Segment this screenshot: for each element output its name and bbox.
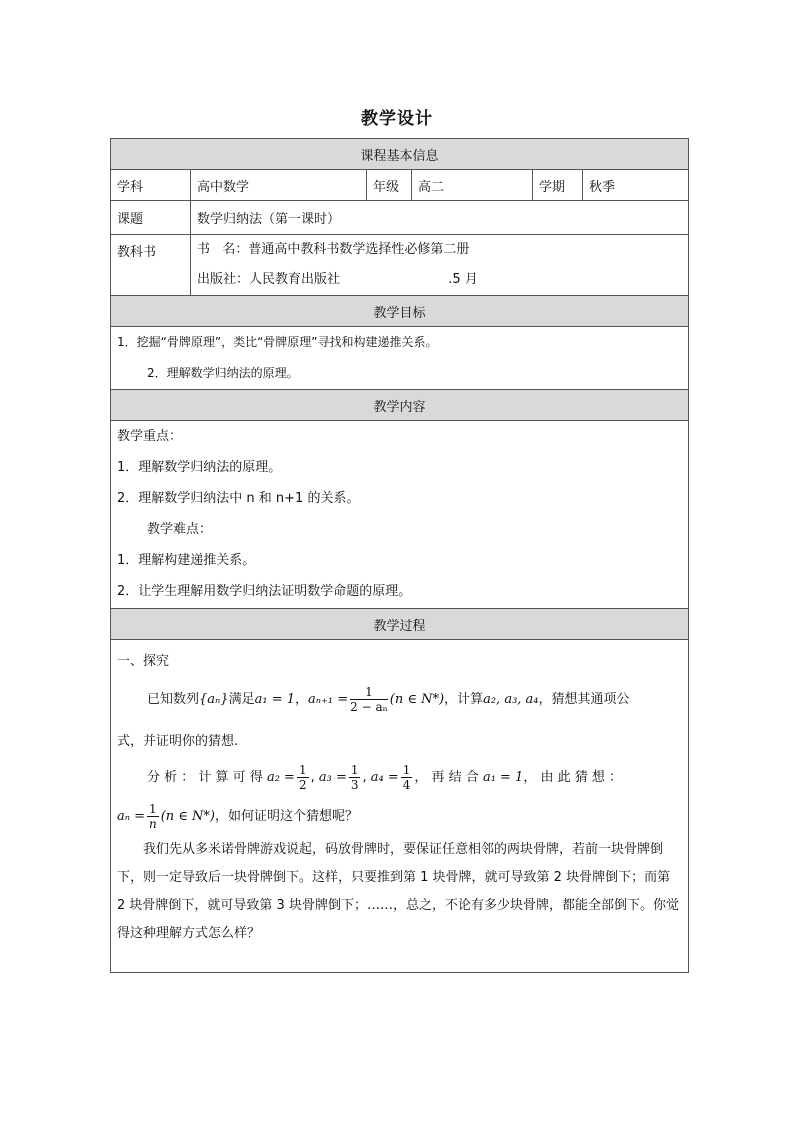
- section-header-basic: 课程基本信息: [111, 139, 689, 170]
- term-value: 秋季: [583, 170, 689, 201]
- difficult-point-item: 2．让学生理解用数学归纳法证明数学命题的原理。: [117, 584, 412, 599]
- guess-line: aₙ = $\frac{1}{n}$ (n ∈ N*)，如何证明这个猜想呢？: [117, 802, 358, 831]
- section-header-content: 教学内容: [111, 390, 689, 421]
- page-title: 教学设计: [361, 109, 433, 129]
- sequence-symbol: {aₙ}: [199, 692, 229, 707]
- section-header-goals: 教学目标: [111, 296, 689, 327]
- goal-item: 1．挖掘“骨牌原理”，类比“骨牌原理”寻找和构建递推关系。: [117, 335, 438, 349]
- fraction-guess: $\frac{1}{n}$: [149, 802, 157, 831]
- publish-date: .5 月: [448, 272, 478, 287]
- term-label: 学期: [533, 170, 583, 201]
- fraction-a4: $\frac{1}{4}$: [402, 763, 411, 792]
- problem-statement: 已知数列{aₙ}满足a₁ = 1，aₙ₊₁ = $\frac{1}{\text{2 − aₙ}}$ (n ∈ N*)，计算a₂, a₃, a₄，猜想其通项公: [147, 685, 630, 714]
- grade-value: 高二: [412, 170, 533, 201]
- fraction-a2: $\frac{1}{2}$: [298, 763, 307, 792]
- goal-item: 2．理解数学归纳法的原理。: [147, 366, 299, 380]
- book-name: 书 名：普通高中教科书数学选择性必修第二册: [197, 242, 470, 257]
- fraction-a3: $\frac{1}{3}$: [350, 763, 359, 792]
- domino-paragraph: 我们先从多米诺骨牌游戏说起，码放骨牌时，要保证任意相邻的两块骨牌，若前一块骨牌倒下，则一定导致后一块骨牌倒下。这样，只要推到第 1 块骨牌，就可导致第 2 块骨牌倒下；而第 2 块骨牌倒下，就可导致第 3 块骨牌倒下；……，总之，不论有多少块骨牌，都能全部倒下。你觉得这种理解方式怎么样？: [117, 842, 679, 941]
- lesson-table: [110, 138, 689, 973]
- analysis-line: 分 析 ： 计 算 可 得 a₂ = $\frac{1}{2}$ , a₃ = $\frac{1}{3}$ , a₄ = $\frac{1}{4}$ ， 再 结 合 a₁ = 1， 由 此 猜 想 ：: [147, 763, 622, 792]
- grade-label: 年级: [367, 170, 412, 201]
- difficult-points-heading: 教学难点：: [147, 522, 213, 537]
- key-point-item: 2．理解数学归纳法中 n 和 n+1 的关系。: [117, 491, 360, 506]
- key-points-heading: 教学重点：: [117, 429, 183, 444]
- key-point-item: 1．理解数学归纳法的原理。: [117, 460, 282, 475]
- section-header-process: 教学过程: [111, 609, 689, 640]
- problem-continuation: 式，并证明你的猜想.: [117, 734, 239, 749]
- publisher-line: [197, 265, 682, 295]
- process-heading: 一、探究: [117, 654, 170, 669]
- topic-label: 课题: [111, 201, 191, 235]
- subject-value: 高中数学: [191, 170, 367, 201]
- topic-value: 数学归纳法（第一课时）: [191, 201, 689, 235]
- difficult-point-item: 1．理解构建递推关系。: [117, 553, 256, 568]
- textbook-label: 教科书: [111, 235, 191, 296]
- recurrence-fraction: $\frac{1}{\text{2 − aₙ}}$: [350, 685, 388, 714]
- publisher: 出版社：人民教育出版社: [197, 272, 341, 287]
- subject-label: 学科: [111, 170, 191, 201]
